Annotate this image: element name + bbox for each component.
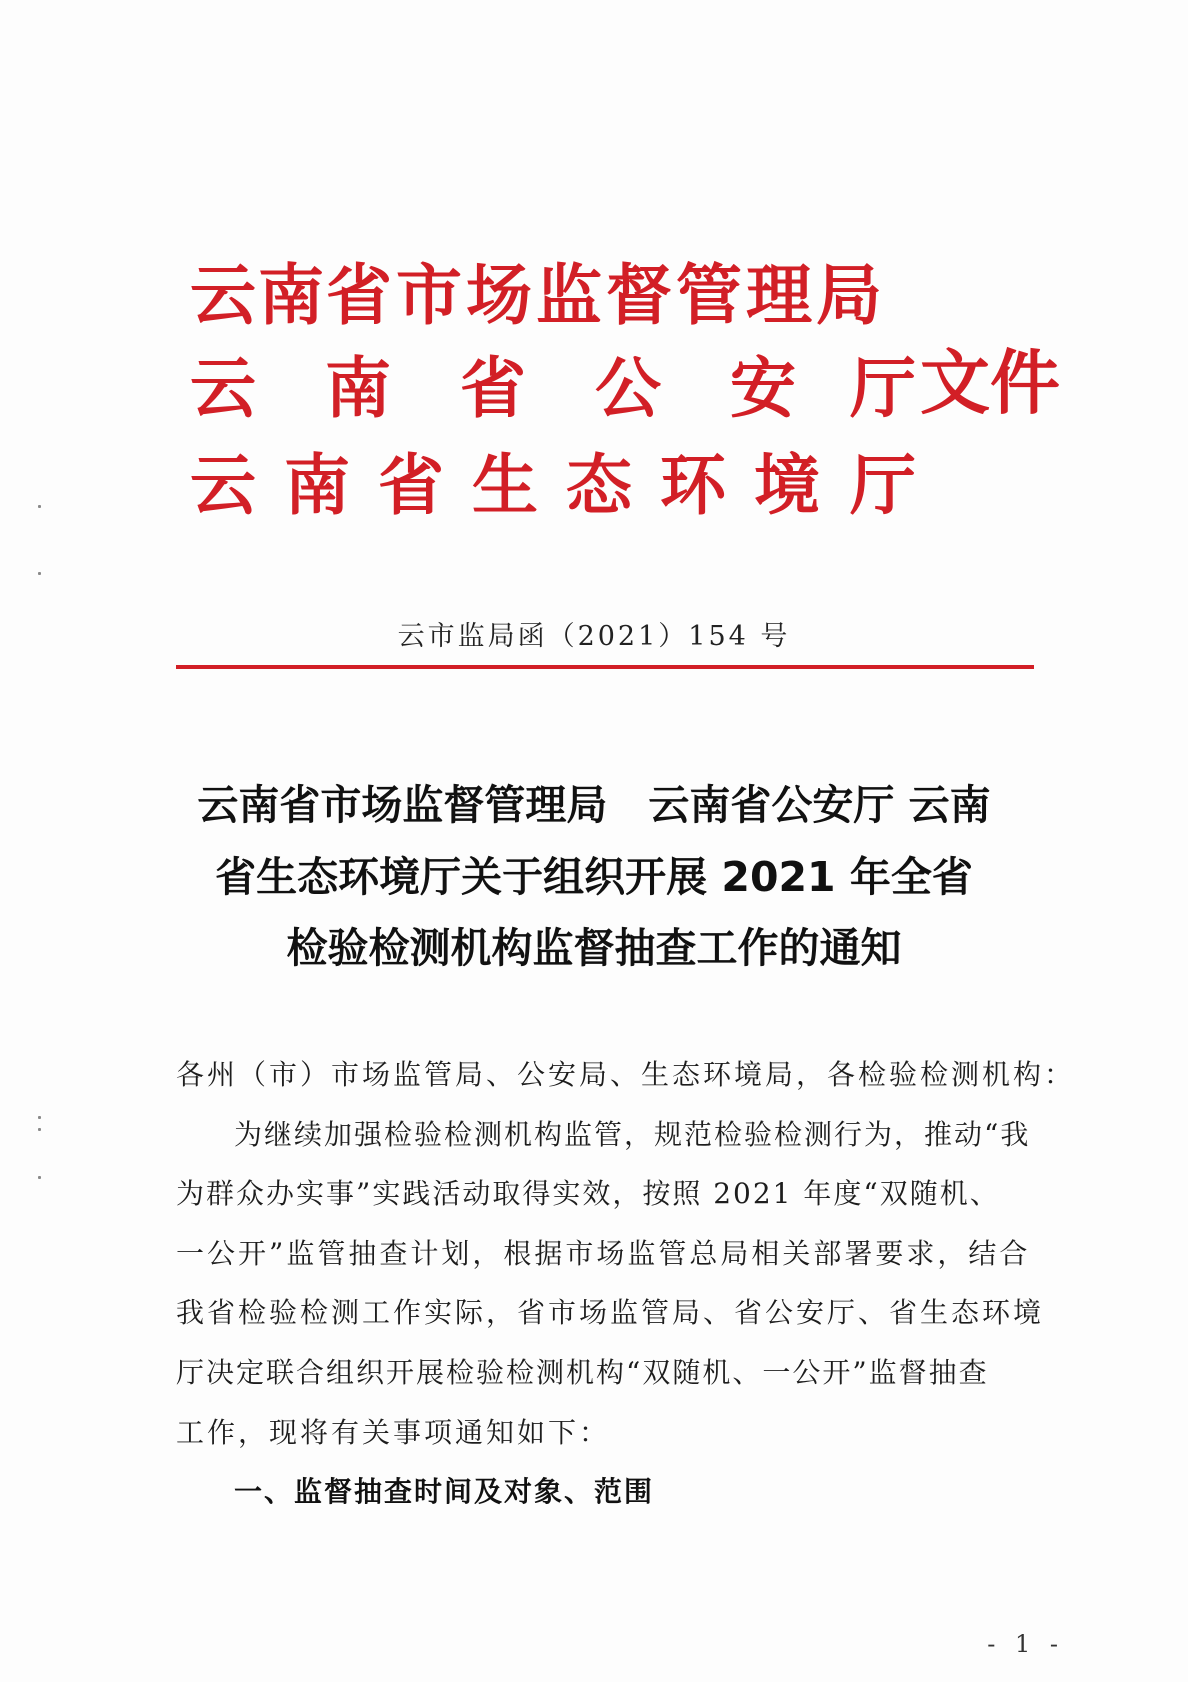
scan-speck — [38, 1176, 41, 1179]
scan-speck — [38, 1116, 41, 1119]
header-2-char: 省 — [460, 349, 526, 427]
body-paragraph-line: 一公开”监管抽查计划，根据市场监管总局相关部署要求，结合 — [176, 1237, 1031, 1270]
header-2-char: 公 — [595, 349, 661, 427]
document-title-line-3: 检验检测机构监督抽查工作的通知 — [286, 924, 902, 972]
body-paragraph-line: 为继续加强检验检测机构监管，规范检验检测行为，推动“我 — [234, 1118, 1031, 1151]
document-title-line-2: 省生态环境厅关于组织开展 2021 年全省 — [215, 853, 973, 901]
body-paragraph-line: 为群众办实事”实践活动取得实效，按照 2021 年度“双随机、 — [176, 1177, 1000, 1210]
red-separator-rule — [176, 665, 1034, 669]
scan-speck — [38, 572, 41, 575]
document-title-line-1: 云南省市场监督管理局 云南省公安厅 云南 — [197, 781, 991, 829]
header-suffix-wenjian: 文件 — [920, 341, 1060, 424]
header-1-char: 理 — [746, 256, 812, 334]
header-line-2 — [190, 349, 916, 427]
header-1-char: 市 — [396, 256, 462, 334]
addressee-line: 各州（市）市场监管局、公安局、生态环境局，各检验检测机构： — [176, 1058, 1076, 1091]
header-1-char: 南 — [258, 256, 324, 334]
page-number: - 1 - — [987, 1630, 1064, 1658]
header-3-char: 环 — [660, 446, 726, 524]
header-line-3 — [190, 446, 916, 524]
section-heading-1: 一、监督抽查时间及对象、范围 — [234, 1475, 655, 1508]
scan-speck — [38, 505, 41, 508]
header-3-char: 境 — [754, 446, 820, 524]
header-3-char: 省 — [378, 446, 444, 524]
body-paragraph-line: 厅决定联合组织开展检验检测机构“双随机、一公开”监督抽查 — [176, 1356, 989, 1389]
header-3-char: 南 — [284, 446, 350, 524]
header-3-char: 生 — [472, 446, 538, 524]
header-2-char: 厅 — [850, 349, 916, 427]
header-3-char: 厅 — [850, 446, 916, 524]
header-1-char: 场 — [466, 256, 532, 334]
header-1-char: 云 — [190, 256, 256, 334]
header-1-char: 管 — [676, 256, 742, 334]
header-1-char: 局 — [816, 256, 882, 334]
body-paragraph-line: 我省检验检测工作实际，省市场监管局、省公安厅、省生态环境 — [176, 1296, 1045, 1329]
header-line-1 — [190, 256, 910, 334]
header-1-char: 督 — [606, 256, 672, 334]
header-3-char: 态 — [566, 446, 632, 524]
header-1-char: 监 — [536, 256, 602, 334]
body-paragraph-line: 工作，现将有关事项通知如下： — [176, 1416, 611, 1449]
header-2-char: 南 — [325, 349, 391, 427]
scan-speck — [38, 1128, 41, 1131]
document-number: 云市监局函（2021）154 号 — [397, 621, 791, 652]
header-1-char: 省 — [326, 256, 392, 334]
header-2-char: 云 — [190, 349, 256, 427]
header-3-char: 云 — [190, 446, 256, 524]
header-2-char: 安 — [730, 349, 796, 427]
